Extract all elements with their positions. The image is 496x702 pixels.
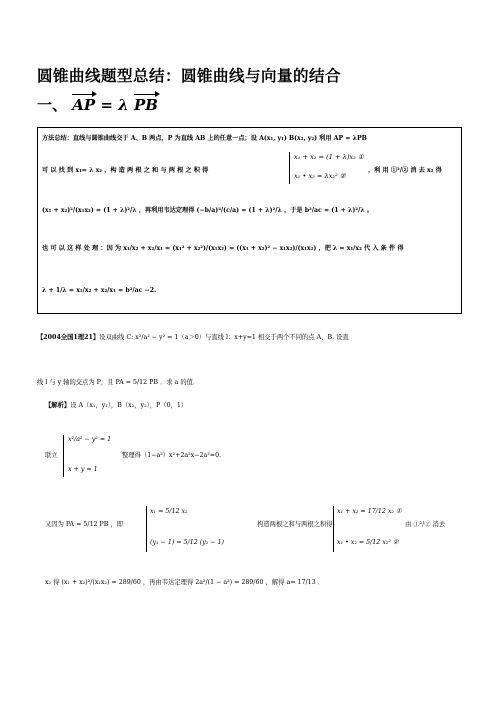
method-line-3: (x₁ + x₂)²/(x₁x₂) = (1 + λ)²/λ ，再利用韦达定理得 (−b/a)²/(c/a) = (1 + λ)²/λ ，于是 b²/ac = (1 + λ)²/λ 。 xyxy=(42,207,373,214)
joint-label: 联立 xyxy=(45,452,58,459)
solution-text-1: 设 A（x₁，y₁），B（x₂，y₂），P（0，1） xyxy=(70,402,188,409)
system-2-eq-1: x₁ = 5/12 x₂ xyxy=(150,508,188,515)
system-3-eq-1: x₁ + x₂ = 17/12 x₂ ① xyxy=(337,508,402,515)
again-text: 又因为 PA = 5/12 PB ，即 xyxy=(45,521,123,528)
section-formula: AP = λ PB xyxy=(72,96,158,114)
joint-result: 整理得（1−a²）x²+2a²x−2a²=0. xyxy=(122,452,222,459)
system-brace xyxy=(289,152,290,184)
problem-intro xyxy=(37,335,349,341)
solution-intro xyxy=(45,403,187,409)
final-text: x₂ 得 (x₁ + x₂)²/(x₁x₂) = 289/60 ，再由韦达定理得 2a²/(1 − a²) = 289/60 ，解得 a= 17/13 ． xyxy=(45,579,324,586)
page-title: 圆锥曲线题型总结：圆锥曲线与向量的结合 xyxy=(37,67,342,85)
system-2-brace xyxy=(146,506,147,552)
problem-text-1: 设双曲线 C: x²/a² − y² = 1（a＞0）与直线 l：x+y=1 相交于两个不同的点 A、B. 设直 xyxy=(99,334,349,341)
method-line-5: λ + 1/λ = x₁/x₂ + x₂/x₁ = b²/ac −2. xyxy=(42,287,157,294)
joint-eq-2: x + y = 1 xyxy=(68,466,98,473)
system-3-brace xyxy=(333,506,334,552)
section-heading xyxy=(37,94,158,115)
method-summary-box xyxy=(37,127,462,314)
method-system-eq2: x₁ • x₂ = λx₂² ② xyxy=(294,172,346,180)
eliminate-text: 由 ①²/② 消去 xyxy=(405,521,446,528)
section-number: 一、 xyxy=(37,96,68,114)
build-text: 构造两根之和与两根之积得 xyxy=(257,521,333,528)
problem-tag: 【2004全国1理21】 xyxy=(37,334,100,341)
method-line-2-tail: ，利 用 ①²/② 消 去 x₂ 得 xyxy=(368,167,442,174)
problem-text-2: 线 l 与 y 轴的交点为 P，且 PA = 5/12 PB ．求 a 的值． xyxy=(37,379,200,386)
joint-brace xyxy=(63,435,64,477)
system-3-eq-2: x₁ • x₂ = 5/12 x₂² ② xyxy=(337,539,399,546)
method-line-4: 也 可 以 这 样 处 理 ：因 为 x₁/x₂ + x₂/x₁ = (x₁² + x₂²)/(x₁x₂) = ((x₁ + x₂)² − x₁x₂)/(x₁x₂) ，把 λ = x₁/x₂ 代 入 条 件 得 xyxy=(42,245,404,252)
method-system-eq1: x₁ + x₂ = (1 + λ)x₂ ① xyxy=(294,153,364,161)
system-2-eq-2: (y₁ − 1) = 5/12 (y₂ − 1) xyxy=(150,539,224,546)
method-line-1: 方法总结：直线与圆锥曲线交于 A、B 两点，P 为直线 AB 上的任意一点；设 A(x₁, y₁) B(x₂, y₂) 利用 AP = λPB xyxy=(42,135,367,142)
method-line-2-text: 可 以 找 到 x₁= λ x₂ ，构 造 两 根 之 和 与 两 根 之 积 得 xyxy=(42,167,209,174)
solution-tag: 【解析】 xyxy=(45,402,71,409)
joint-eq-1: x²/a² − y² = 1 xyxy=(68,436,112,443)
